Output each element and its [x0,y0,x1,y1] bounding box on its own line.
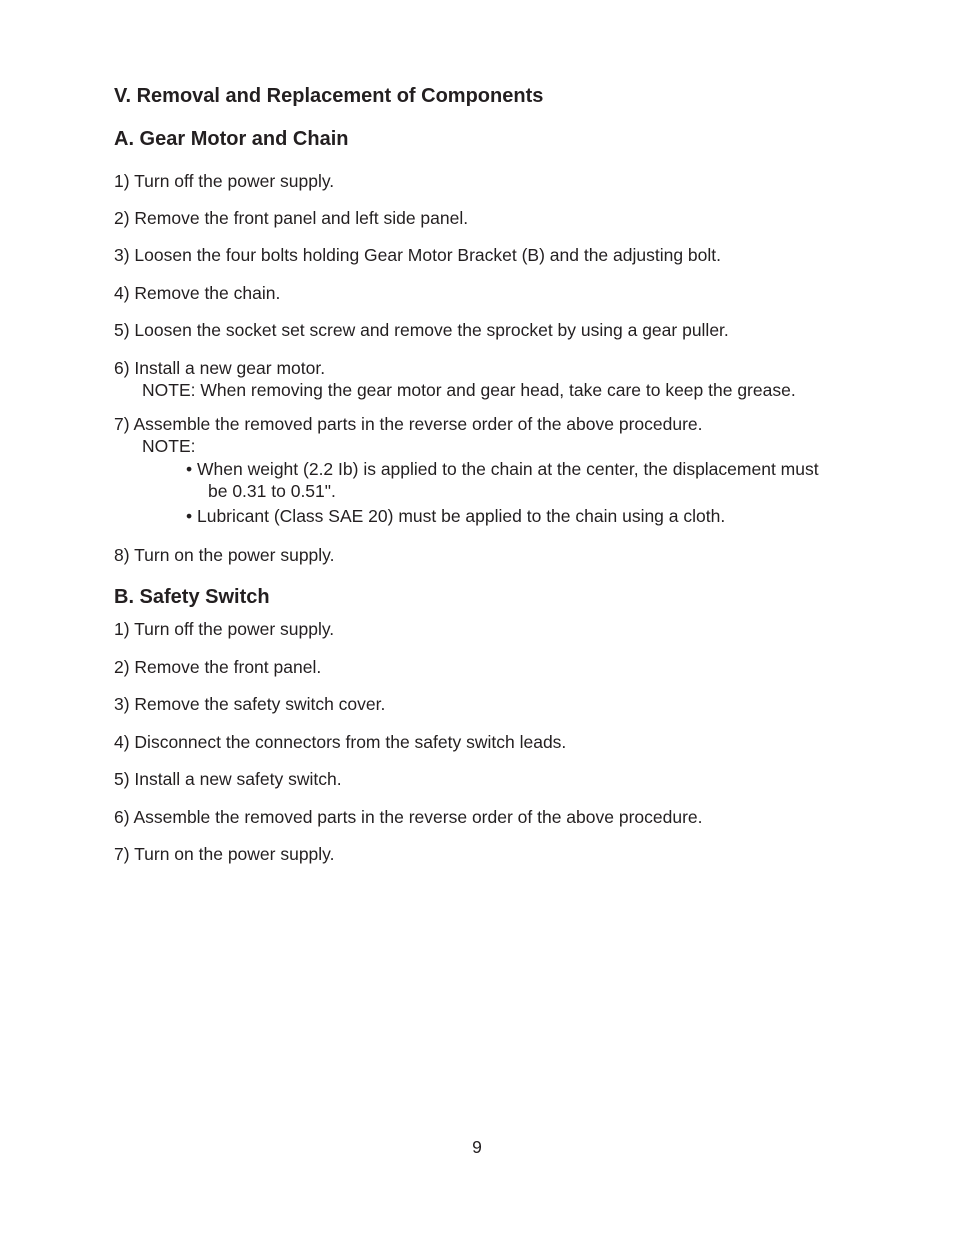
section-a-step-7: 7) Assemble the removed parts in the reverse order of the above procedure. [114,414,703,434]
section-b-title: B. Safety Switch [114,586,270,608]
section-a-step-5: 5) Loosen the socket set screw and remove the sprocket by using a gear puller. [114,320,729,340]
section-a-step-1: 1) Turn off the power supply. [114,171,335,191]
section-b-step-3: 3) Remove the safety switch cover. [114,694,386,714]
section-a-step-3: 3) Loosen the four bolts holding Gear Motor Bracket (B) and the adjusting bolt. [114,245,722,265]
section-b-step-4: 4) Disconnect the connectors from the safety switch leads. [114,732,567,752]
section-b-step-5: 5) Install a new safety switch. [114,769,342,789]
section-b-step-6: 6) Assemble the removed parts in the reverse order of the above procedure. [114,807,703,827]
section-a-step-8: 8) Turn on the power supply. [114,545,335,565]
section-b-step-1: 1) Turn off the power supply. [114,619,335,639]
section-b-step-2: 2) Remove the front panel. [114,657,322,677]
main-heading: V. Removal and Replacement of Components [114,85,544,107]
section-a-title: A. Gear Motor and Chain [114,128,349,150]
section-a-step-7-bullet-1-continued: be 0.31 to 0.51". [208,481,336,501]
section-a-step-4: 4) Remove the chain. [114,283,281,303]
section-a-step-7-note-label: NOTE: [142,436,196,456]
section-a-step-6: 6) Install a new gear motor. [114,358,326,378]
section-a-step-2: 2) Remove the front panel and left side panel. [114,208,469,228]
page-number: 9 [472,1137,482,1157]
section-a-step-7-bullet-1: • When weight (2.2 Ib) is applied to the chain at the center, the displacement must [186,459,819,479]
section-b-step-7: 7) Turn on the power supply. [114,844,335,864]
section-a-step-6-note: NOTE: When removing the gear motor and gear head, take care to keep the grease. [142,380,796,400]
section-a-step-7-bullet-2: • Lubricant (Class SAE 20) must be applied to the chain using a cloth. [186,506,726,526]
